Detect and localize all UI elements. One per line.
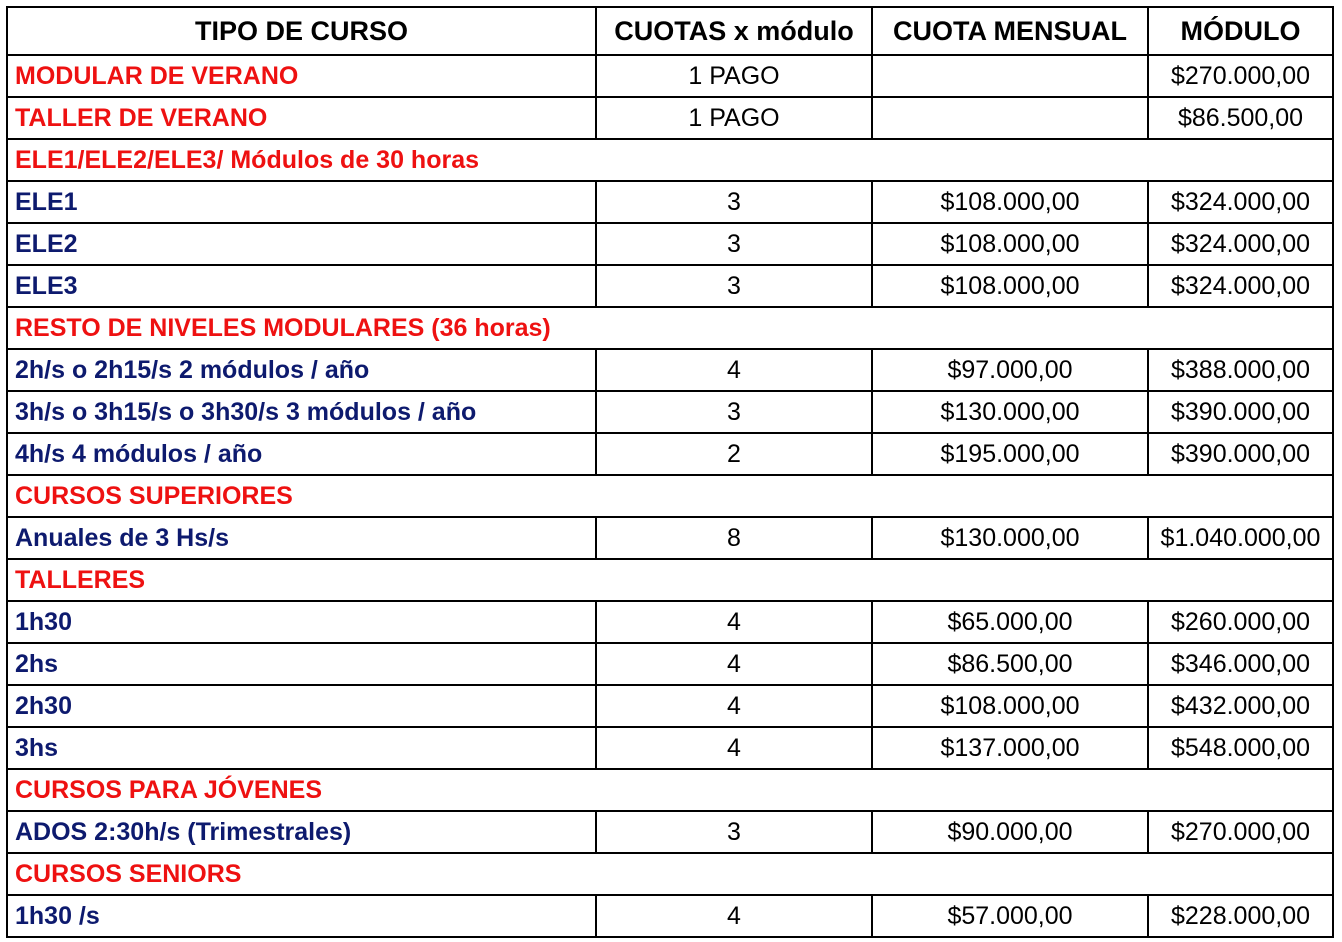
section-row bbox=[7, 475, 1333, 517]
course-name-cell: 2h/s o 2h15/s 2 módulos / año bbox=[7, 349, 596, 391]
table-row bbox=[7, 391, 1333, 433]
course-name-cell: Anuales de 3 Hs/s bbox=[7, 517, 596, 559]
course-name-cell: 2hs bbox=[7, 643, 596, 685]
cuota-mensual-cell: $97.000,00 bbox=[872, 349, 1148, 391]
modulo-cell: $390.000,00 bbox=[1148, 433, 1333, 475]
cuota-mensual-cell: $130.000,00 bbox=[872, 517, 1148, 559]
table-row bbox=[7, 265, 1333, 307]
cuotas-cell: 1 PAGO bbox=[596, 55, 872, 97]
modulo-cell: $270.000,00 bbox=[1148, 55, 1333, 97]
cuotas-cell: 4 bbox=[596, 685, 872, 727]
cuotas-cell: 4 bbox=[596, 349, 872, 391]
modulo-cell: $228.000,00 bbox=[1148, 895, 1333, 937]
modulo-cell: $324.000,00 bbox=[1148, 265, 1333, 307]
cuotas-cell: 2 bbox=[596, 433, 872, 475]
cuotas-cell: 3 bbox=[596, 265, 872, 307]
modulo-cell: $1.040.000,00 bbox=[1148, 517, 1333, 559]
cuotas-cell: 3 bbox=[596, 181, 872, 223]
cuota-mensual-cell: $108.000,00 bbox=[872, 181, 1148, 223]
table-row bbox=[7, 97, 1333, 139]
section-title: CURSOS SENIORS bbox=[7, 853, 1333, 895]
table-row bbox=[7, 643, 1333, 685]
cuotas-cell: 4 bbox=[596, 643, 872, 685]
table-row bbox=[7, 601, 1333, 643]
course-name-cell: 3hs bbox=[7, 727, 596, 769]
table-header-row bbox=[7, 7, 1333, 55]
section-row bbox=[7, 769, 1333, 811]
modulo-cell: $432.000,00 bbox=[1148, 685, 1333, 727]
section-title: ELE1/ELE2/ELE3/ Módulos de 30 horas bbox=[7, 139, 1333, 181]
price-table bbox=[6, 6, 1334, 938]
section-row bbox=[7, 559, 1333, 601]
course-name-cell: TALLER DE VERANO bbox=[7, 97, 596, 139]
course-name-cell: 3h/s o 3h15/s o 3h30/s 3 módulos / año bbox=[7, 391, 596, 433]
table-row bbox=[7, 349, 1333, 391]
cuotas-cell: 3 bbox=[596, 223, 872, 265]
course-name-cell: 1h30 /s bbox=[7, 895, 596, 937]
price-table-container bbox=[6, 6, 1332, 938]
cuotas-cell: 1 PAGO bbox=[596, 97, 872, 139]
course-name-cell: 4h/s 4 módulos / año bbox=[7, 433, 596, 475]
cuotas-cell: 4 bbox=[596, 895, 872, 937]
cuota-mensual-cell: $57.000,00 bbox=[872, 895, 1148, 937]
course-name-cell: ELE3 bbox=[7, 265, 596, 307]
cuota-mensual-cell: $86.500,00 bbox=[872, 643, 1148, 685]
cuota-mensual-cell bbox=[872, 97, 1148, 139]
header-cuotas-por-modulo: CUOTAS x módulo bbox=[596, 7, 872, 55]
section-title: RESTO DE NIVELES MODULARES (36 horas) bbox=[7, 307, 1333, 349]
modulo-cell: $548.000,00 bbox=[1148, 727, 1333, 769]
course-name-cell: 1h30 bbox=[7, 601, 596, 643]
table-row bbox=[7, 181, 1333, 223]
section-title: CURSOS SUPERIORES bbox=[7, 475, 1333, 517]
table-row bbox=[7, 223, 1333, 265]
header-tipo-de-curso: TIPO DE CURSO bbox=[7, 7, 596, 55]
cuota-mensual-cell: $137.000,00 bbox=[872, 727, 1148, 769]
cuota-mensual-cell: $108.000,00 bbox=[872, 685, 1148, 727]
header-cuota-mensual: CUOTA MENSUAL bbox=[872, 7, 1148, 55]
table-row bbox=[7, 811, 1333, 853]
modulo-cell: $324.000,00 bbox=[1148, 181, 1333, 223]
cuota-mensual-cell bbox=[872, 55, 1148, 97]
cuota-mensual-cell: $195.000,00 bbox=[872, 433, 1148, 475]
course-name-cell: 2h30 bbox=[7, 685, 596, 727]
section-row bbox=[7, 853, 1333, 895]
cuotas-cell: 4 bbox=[596, 727, 872, 769]
cuota-mensual-cell: $108.000,00 bbox=[872, 223, 1148, 265]
course-name-cell: ELE2 bbox=[7, 223, 596, 265]
course-name-cell: ELE1 bbox=[7, 181, 596, 223]
modulo-cell: $270.000,00 bbox=[1148, 811, 1333, 853]
cuotas-cell: 3 bbox=[596, 811, 872, 853]
modulo-cell: $388.000,00 bbox=[1148, 349, 1333, 391]
table-row bbox=[7, 517, 1333, 559]
section-title: TALLERES bbox=[7, 559, 1333, 601]
table-row bbox=[7, 55, 1333, 97]
modulo-cell: $86.500,00 bbox=[1148, 97, 1333, 139]
table-row bbox=[7, 895, 1333, 937]
modulo-cell: $390.000,00 bbox=[1148, 391, 1333, 433]
table-body bbox=[7, 55, 1333, 937]
cuotas-cell: 3 bbox=[596, 391, 872, 433]
section-title: CURSOS PARA JÓVENES bbox=[7, 769, 1333, 811]
modulo-cell: $324.000,00 bbox=[1148, 223, 1333, 265]
cuotas-cell: 4 bbox=[596, 601, 872, 643]
modulo-cell: $346.000,00 bbox=[1148, 643, 1333, 685]
section-row bbox=[7, 139, 1333, 181]
table-row bbox=[7, 433, 1333, 475]
cuotas-cell: 8 bbox=[596, 517, 872, 559]
table-row bbox=[7, 727, 1333, 769]
cuota-mensual-cell: $108.000,00 bbox=[872, 265, 1148, 307]
header-modulo: MÓDULO bbox=[1148, 7, 1333, 55]
section-row bbox=[7, 307, 1333, 349]
cuota-mensual-cell: $65.000,00 bbox=[872, 601, 1148, 643]
course-name-cell: MODULAR DE VERANO bbox=[7, 55, 596, 97]
modulo-cell: $260.000,00 bbox=[1148, 601, 1333, 643]
cuota-mensual-cell: $130.000,00 bbox=[872, 391, 1148, 433]
course-name-cell: ADOS 2:30h/s (Trimestrales) bbox=[7, 811, 596, 853]
table-row bbox=[7, 685, 1333, 727]
cuota-mensual-cell: $90.000,00 bbox=[872, 811, 1148, 853]
